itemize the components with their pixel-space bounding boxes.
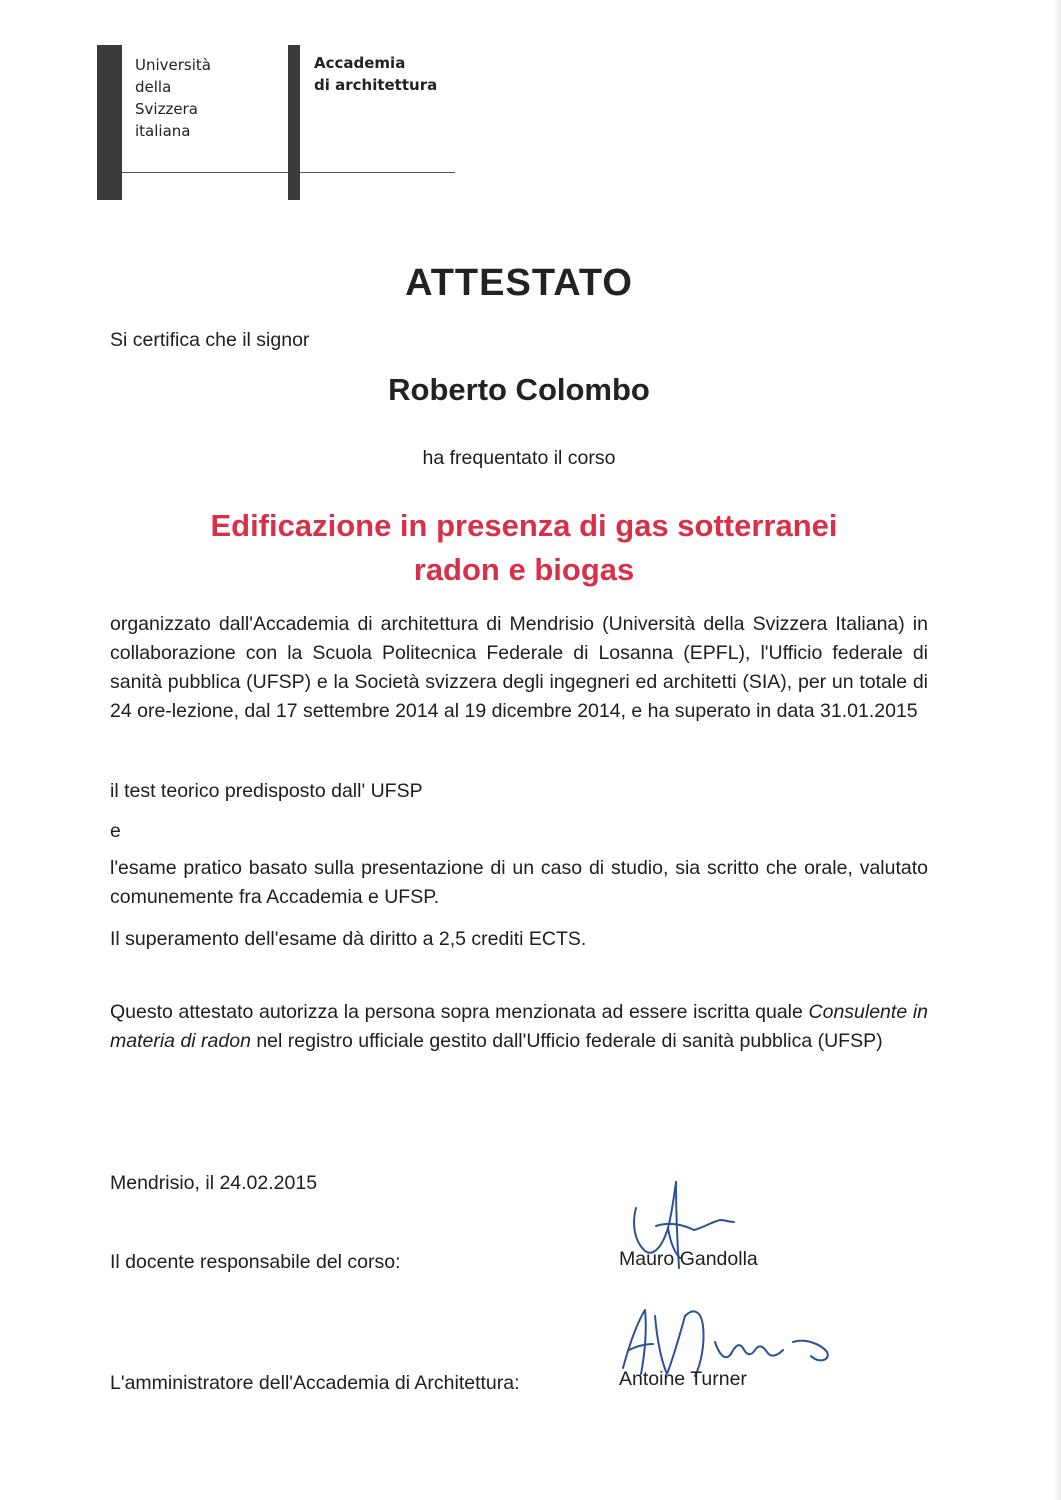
attended-text: ha frequentato il corso [422, 447, 616, 469]
course-title-line: radon e biogas [413, 552, 635, 587]
scan-edge-shadow [1053, 0, 1061, 1500]
usi-logo-bar [97, 45, 122, 200]
intro-text: Si certifica che il signor [110, 329, 310, 351]
authorization-text: nel registro ufficiale gestito dall'Ufficio federale di sanità pubblica (UFSP) [250, 1030, 883, 1052]
authorization-role: Consulente in materia di radon [110, 1001, 928, 1052]
signatory-role: Il docente responsabile del corso: [110, 1251, 401, 1273]
university-logo-text [135, 54, 211, 142]
academy-line: Accademia [314, 54, 406, 72]
signatory-name: Antoine Turner [619, 1368, 747, 1390]
university-line: italiana [135, 122, 191, 140]
academy-logo-bar [288, 45, 300, 200]
theory-test-text: il test teorico predisposto dall' UFSP [110, 780, 423, 802]
course-title-line: Edificazione in presenza di gas sotterranei [210, 508, 838, 543]
course-title [0, 504, 1048, 592]
authorization-text: Questo attestato autorizza la persona sopra menzionata ad essere iscritta quale [110, 1001, 809, 1023]
academy-line: di architettura [314, 76, 438, 94]
academy-logo-rule [300, 172, 455, 173]
usi-logo-rule [122, 172, 288, 173]
university-line: Svizzera [135, 100, 198, 118]
place-date: Mendrisio, il 24.02.2015 [110, 1172, 318, 1194]
credits-text: Il superamento dell'esame dà diritto a 2,5 crediti ECTS. [110, 928, 587, 950]
academy-logo-text [314, 52, 437, 96]
signatory-name: Mauro Gandolla [619, 1248, 758, 1270]
signatory-role: L'amministratore dell'Accademia di Architettura: [110, 1372, 520, 1394]
certificate-title: ATTESTATO [405, 262, 633, 304]
authorization-paragraph [110, 998, 928, 1056]
university-line: della [135, 78, 172, 96]
practical-exam-text: l'esame pratico basato sulla presentazione di un caso di studio, sia scritto che orale, valutato comunemente fra Accademia e UFSP. [110, 857, 928, 908]
conjunction-text: e [110, 820, 121, 842]
university-line: Università [135, 56, 211, 74]
recipient-name: Roberto Colombo [388, 372, 650, 407]
organization-paragraph: organizzato dall'Accademia di architettura di Mendrisio (Università della Svizzera Italiana) in collaborazione con la Scuola Politecnica Federale di Losanna (EPFL), l'Ufficio federale di sanità pubblica (UFSP) e la Società svizzera degli ingegneri ed architetti (SIA), per un totale di 24 ore-lezione, dal 17 settembre 2014 al 19 dicembre 2014, e ha superato in data 31.01.2015 [110, 613, 928, 722]
